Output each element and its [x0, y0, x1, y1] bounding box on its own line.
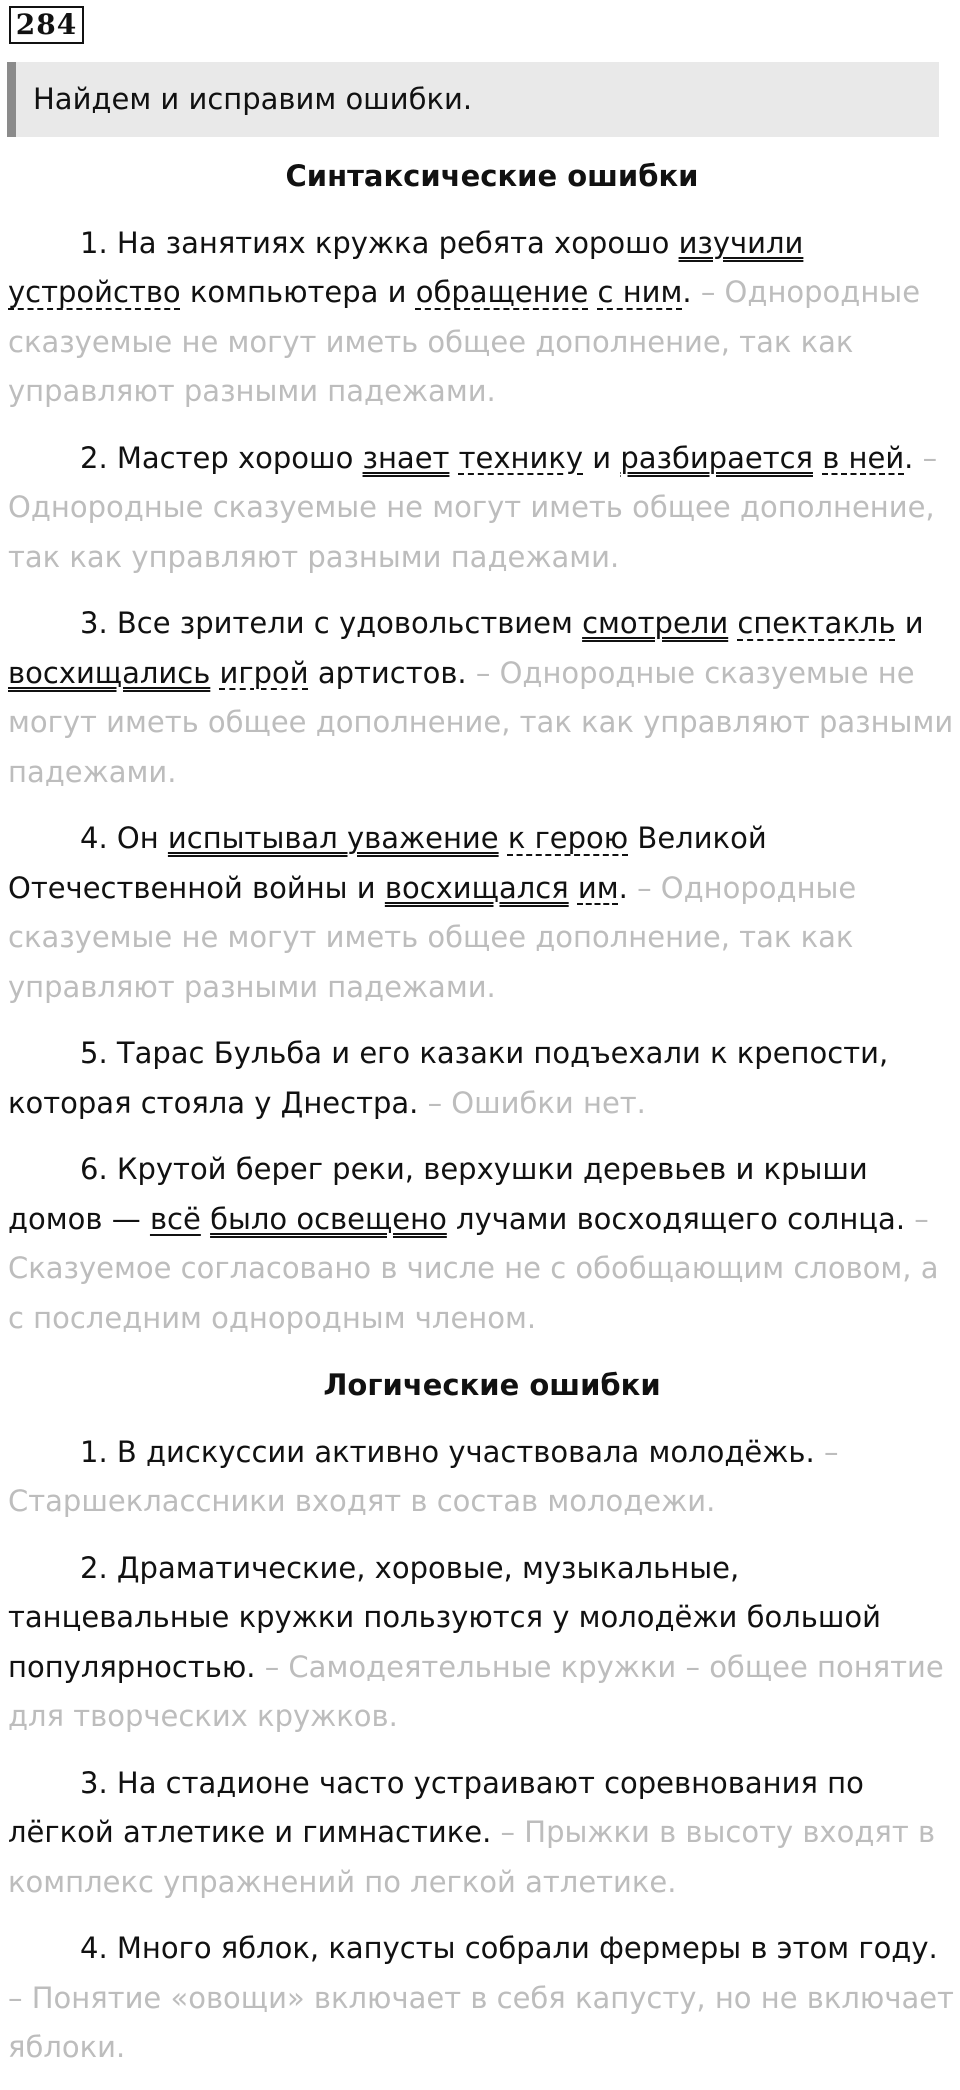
text: 2. Драматические, хоровые, музыкальные, танцевальные кружки пользуются у молодёжи большой популярностью.	[8, 1550, 881, 1684]
text: 5. Тарас Бульба и его казаки подъехали к крепости, которая стояла у Днестра.	[8, 1036, 889, 1120]
object-1: спектакль	[737, 606, 896, 640]
object-2: игрой	[219, 655, 309, 690]
explanation: – Старшеклассники входят в состав молодежи.	[8, 1434, 839, 1518]
text: лучами восходящего солнца.	[446, 1201, 915, 1236]
explanation: – Сказуемое согласовано в числе не с обобщающим словом, а с последним однородным членом.	[8, 1201, 939, 1335]
explanation: – Однородные сказуемые не могут иметь общее дополнение, так как управляют разными падежами.	[8, 440, 938, 574]
text: 4. Он	[80, 821, 168, 855]
text: 3. Все зрители с удовольствием	[80, 606, 583, 640]
explanation: – Однородные сказуемые не могут иметь общее дополнение, так как управляют разными падежами.	[8, 655, 954, 789]
space	[569, 871, 578, 905]
syntax-item-2	[8, 434, 956, 583]
answer-content	[8, 152, 956, 2090]
text: 6. Крутой берег реки, верхушки деревьев и крыши домов —	[8, 1152, 868, 1236]
predicate-1: изучили	[678, 225, 804, 260]
logic-item-1	[8, 1428, 956, 1527]
text: и	[895, 606, 924, 640]
logic-item-3	[8, 1759, 956, 1908]
section-title-logic: Логические ошибки	[323, 1368, 661, 1402]
space	[201, 1202, 210, 1236]
text: Великой Отечественной войны и	[8, 821, 767, 905]
text: 4. Много яблок, капусты собрали фермеры в этом году.	[80, 1931, 938, 1965]
logic-item-2	[8, 1544, 956, 1742]
text: артистов.	[308, 655, 476, 690]
space	[813, 441, 822, 475]
explanation: – Самодеятельные кружки – общее понятие для творческих кружков.	[8, 1649, 944, 1733]
object-3: с ним	[597, 275, 683, 309]
space	[210, 656, 219, 690]
predicate-2: разбирается	[620, 440, 813, 475]
object-2: им	[577, 870, 619, 905]
predicate-1: испытывал уважение	[167, 821, 499, 855]
space	[588, 275, 597, 309]
explanation: – Понятие «овощи» включает в себя капусту, но не включает яблоки.	[8, 1980, 954, 2064]
section-title-syntax: Синтаксические ошибки	[285, 159, 699, 193]
space	[499, 821, 508, 855]
text: и	[583, 440, 621, 475]
text: .	[618, 870, 638, 905]
predicate-2: восхищался	[384, 870, 569, 905]
object-1: технику	[458, 440, 584, 475]
syntax-item-4	[8, 814, 956, 1012]
syntax-item-3	[8, 599, 956, 797]
object-1: к герою	[507, 821, 629, 855]
subject: всё	[149, 1201, 201, 1236]
predicate-1: знает	[362, 440, 450, 475]
explanation: – Однородные сказуемые не могут иметь общее дополнение, так как управляют разными падежами.	[8, 870, 857, 1004]
syntax-item-1	[8, 219, 956, 417]
object-2: обращение	[415, 275, 589, 309]
predicate-2: восхищались	[8, 655, 211, 690]
object-2: в ней	[822, 440, 905, 475]
syntax-item-5	[8, 1029, 956, 1128]
text: .	[904, 440, 923, 475]
exercise-number: 284	[9, 6, 84, 44]
text: 2. Мастер хорошо	[80, 440, 363, 475]
logic-item-4	[8, 1924, 956, 2073]
text: компьютера и	[180, 275, 416, 309]
space	[449, 441, 458, 475]
syntax-item-6	[8, 1145, 956, 1343]
text: 3. На стадионе часто устраивают соревнования по лёгкой атлетике и гимнастике.	[8, 1765, 864, 1849]
predicate-1: смотрели	[582, 606, 729, 640]
predicate: было освещено	[210, 1201, 447, 1236]
text: 1. В дискуссии активно участвовала молодёжь.	[80, 1434, 824, 1469]
explanation: – Ошибки нет.	[427, 1085, 646, 1120]
explanation: – Прыжки в высоту входят в комплекс упражнений по легкой атлетике.	[8, 1815, 936, 1899]
task-instruction: Найдем и исправим ошибки.	[7, 62, 939, 137]
object-1: устройство	[8, 275, 181, 309]
text: 1. На занятиях кружка ребята хорошо	[80, 225, 679, 260]
explanation: – Однородные сказуемые не могут иметь общее дополнение, так как управляют разными падежами.	[8, 275, 921, 408]
text: .	[682, 275, 701, 309]
